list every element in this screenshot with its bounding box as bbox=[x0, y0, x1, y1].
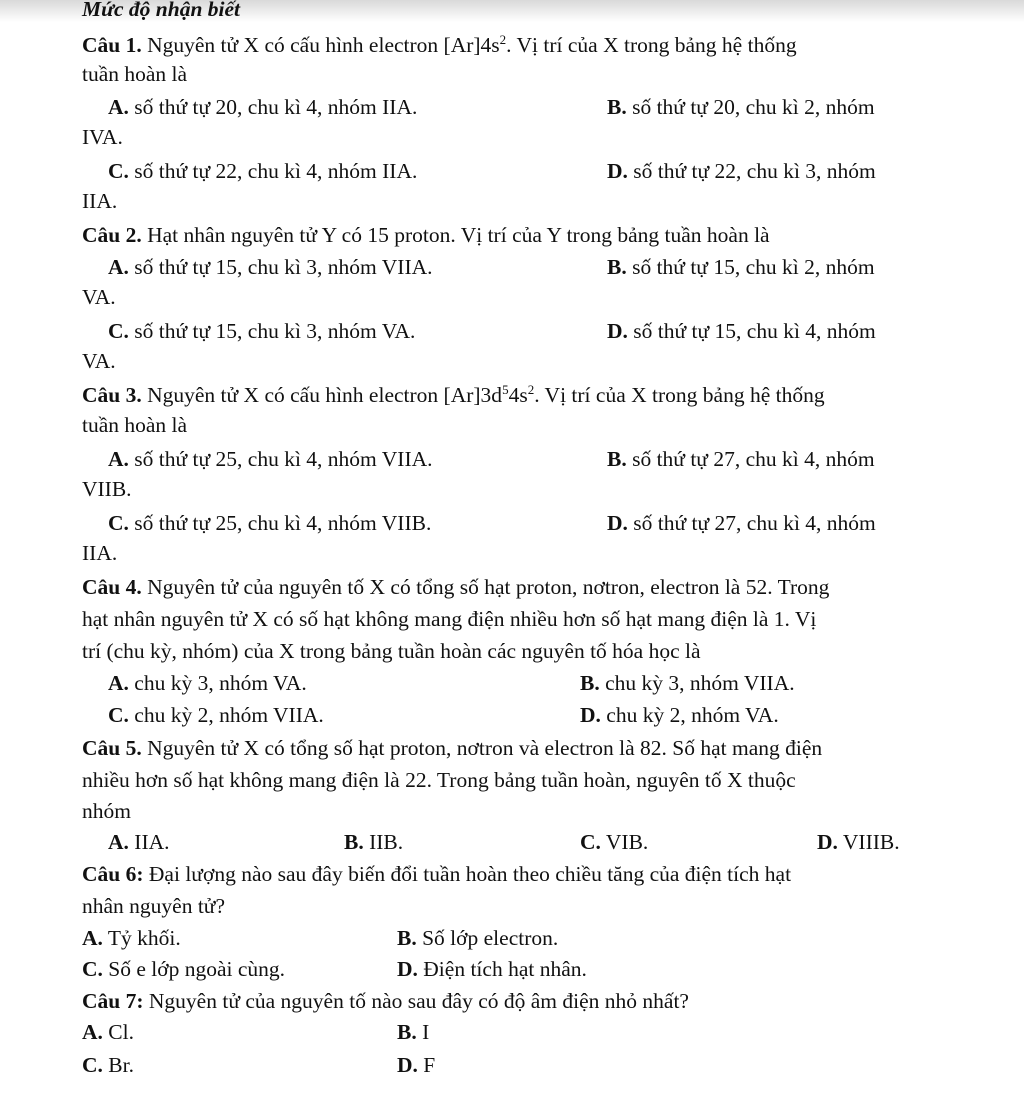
q2-option-d[interactable]: D. số thứ tự 15, chu kì 4, nhóm bbox=[607, 319, 876, 343]
q5-option-c[interactable]: C. VIB. bbox=[580, 830, 649, 854]
q7-option-a[interactable]: A. Cl. bbox=[82, 1020, 134, 1044]
q5-option-a[interactable]: A. IIA. bbox=[108, 830, 170, 854]
q2-option-d-cont: VA. bbox=[82, 349, 116, 373]
q2-option-a[interactable]: A. số thứ tự 15, chu kì 3, nhóm VIIA. bbox=[108, 255, 433, 279]
q3-stem-line2: tuần hoàn là bbox=[82, 413, 188, 437]
q5-option-d[interactable]: D. VIIIB. bbox=[817, 830, 900, 854]
q6-option-d[interactable]: D. Điện tích hạt nhân. bbox=[397, 957, 587, 981]
q5-stem-line3: nhóm bbox=[82, 799, 131, 823]
q4-option-c[interactable]: C. chu kỳ 2, nhóm VIIA. bbox=[108, 703, 324, 727]
q3-option-b-cont: VIIB. bbox=[82, 477, 132, 501]
q4-stem-line2: hạt nhân nguyên tử X có số hạt không mang điện nhiều hơn số hạt mang điện là 1. Vị bbox=[82, 607, 817, 631]
q7-option-b[interactable]: B. I bbox=[397, 1020, 430, 1044]
q1-stem-line1: Câu 1. Nguyên tử X có cấu hình electron $[Ar]4s^2$. Vị trí của X trong bảng hệ thống bbox=[82, 32, 797, 57]
q3-stem-line1: Câu 3. Nguyên tử X có cấu hình electron $[Ar]3d^54s^2$. Vị trí của X trong bảng hệ thống bbox=[82, 382, 825, 407]
q5-stem-line1: Câu 5. Nguyên tử X có tổng số hạt proton, nơtron và electron là 82. Số hạt mang điện bbox=[82, 736, 823, 760]
q7-option-d[interactable]: D. F bbox=[397, 1053, 436, 1077]
q4-label: Câu 4. bbox=[82, 575, 142, 599]
q7-option-c[interactable]: C. Br. bbox=[82, 1053, 134, 1077]
q4-stem-line1: Câu 4. Nguyên tử của nguyên tố X có tổng số hạt proton, nơtron, electron là 52. Trong bbox=[82, 575, 830, 599]
q2-option-b-cont: VA. bbox=[82, 285, 116, 309]
q2-stem-line1: Câu 2. Hạt nhân nguyên tử Y có 15 proton. Vị trí của Y trong bảng tuần hoàn là bbox=[82, 223, 770, 247]
q3-option-b[interactable]: B. số thứ tự 27, chu kì 4, nhóm bbox=[607, 447, 875, 471]
q5-option-b[interactable]: B. IIB. bbox=[344, 830, 404, 854]
q6-option-c[interactable]: C. Số e lớp ngoài cùng. bbox=[82, 957, 286, 981]
q4-option-d[interactable]: D. chu kỳ 2, nhóm VA. bbox=[580, 703, 779, 727]
q6-stem-line1: Câu 6: Đại lượng nào sau đây biến đổi tuần hoàn theo chiều tăng của điện tích hạt bbox=[82, 862, 792, 886]
q6-option-b[interactable]: B. Số lớp electron. bbox=[397, 926, 559, 950]
q7-stem-line1: Câu 7: Nguyên tử của nguyên tố nào sau đây có độ âm điện nhỏ nhất? bbox=[82, 989, 689, 1013]
q5-stem-line2: nhiều hơn số hạt không mang điện là 22. Trong bảng tuần hoàn, nguyên tố X thuộc bbox=[82, 768, 796, 792]
q2-option-b[interactable]: B. số thứ tự 15, chu kì 2, nhóm bbox=[607, 255, 875, 279]
q3-option-d[interactable]: D. số thứ tự 27, chu kì 4, nhóm bbox=[607, 511, 876, 535]
q2-option-c[interactable]: C. số thứ tự 15, chu kì 3, nhóm VA. bbox=[108, 319, 416, 343]
q6-stem-line2: nhân nguyên tử? bbox=[82, 894, 226, 918]
q5-label: Câu 5. bbox=[82, 736, 142, 760]
q2-label: Câu 2. bbox=[82, 223, 142, 247]
q3-label: Câu 3. bbox=[82, 383, 142, 407]
q4-stem-line3: trí (chu kỳ, nhóm) của X trong bảng tuần hoàn các nguyên tố hóa học là bbox=[82, 639, 701, 663]
q1-label: Câu 1. bbox=[82, 33, 142, 57]
q7-label: Câu 7: bbox=[82, 989, 144, 1013]
q4-option-a[interactable]: A. chu kỳ 3, nhóm VA. bbox=[108, 671, 307, 695]
q1-option-b[interactable]: B. số thứ tự 20, chu kì 2, nhóm bbox=[607, 95, 875, 119]
q3-option-a[interactable]: A. số thứ tự 25, chu kì 4, nhóm VIIA. bbox=[108, 447, 433, 471]
q3-option-c[interactable]: C. số thứ tự 25, chu kì 4, nhóm VIIB. bbox=[108, 511, 432, 535]
q1-stem-line2: tuần hoàn là bbox=[82, 62, 188, 86]
q1-option-a[interactable]: A. số thứ tự 20, chu kì 4, nhóm IIA. bbox=[108, 95, 418, 119]
q6-option-a[interactable]: A. Tỷ khối. bbox=[82, 926, 181, 950]
q3-option-d-cont: IIA. bbox=[82, 541, 118, 565]
q1-option-c[interactable]: C. số thứ tự 22, chu kì 4, nhóm IIA. bbox=[108, 159, 418, 183]
section-title: Mức độ nhận biết bbox=[82, 0, 241, 21]
q6-label: Câu 6: bbox=[82, 862, 144, 886]
q4-option-b[interactable]: B. chu kỳ 3, nhóm VIIA. bbox=[580, 671, 795, 695]
q1-option-b-cont: IVA. bbox=[82, 125, 123, 149]
q1-option-d-cont: IIA. bbox=[82, 189, 118, 213]
q1-option-d[interactable]: D. số thứ tự 22, chu kì 3, nhóm bbox=[607, 159, 876, 183]
